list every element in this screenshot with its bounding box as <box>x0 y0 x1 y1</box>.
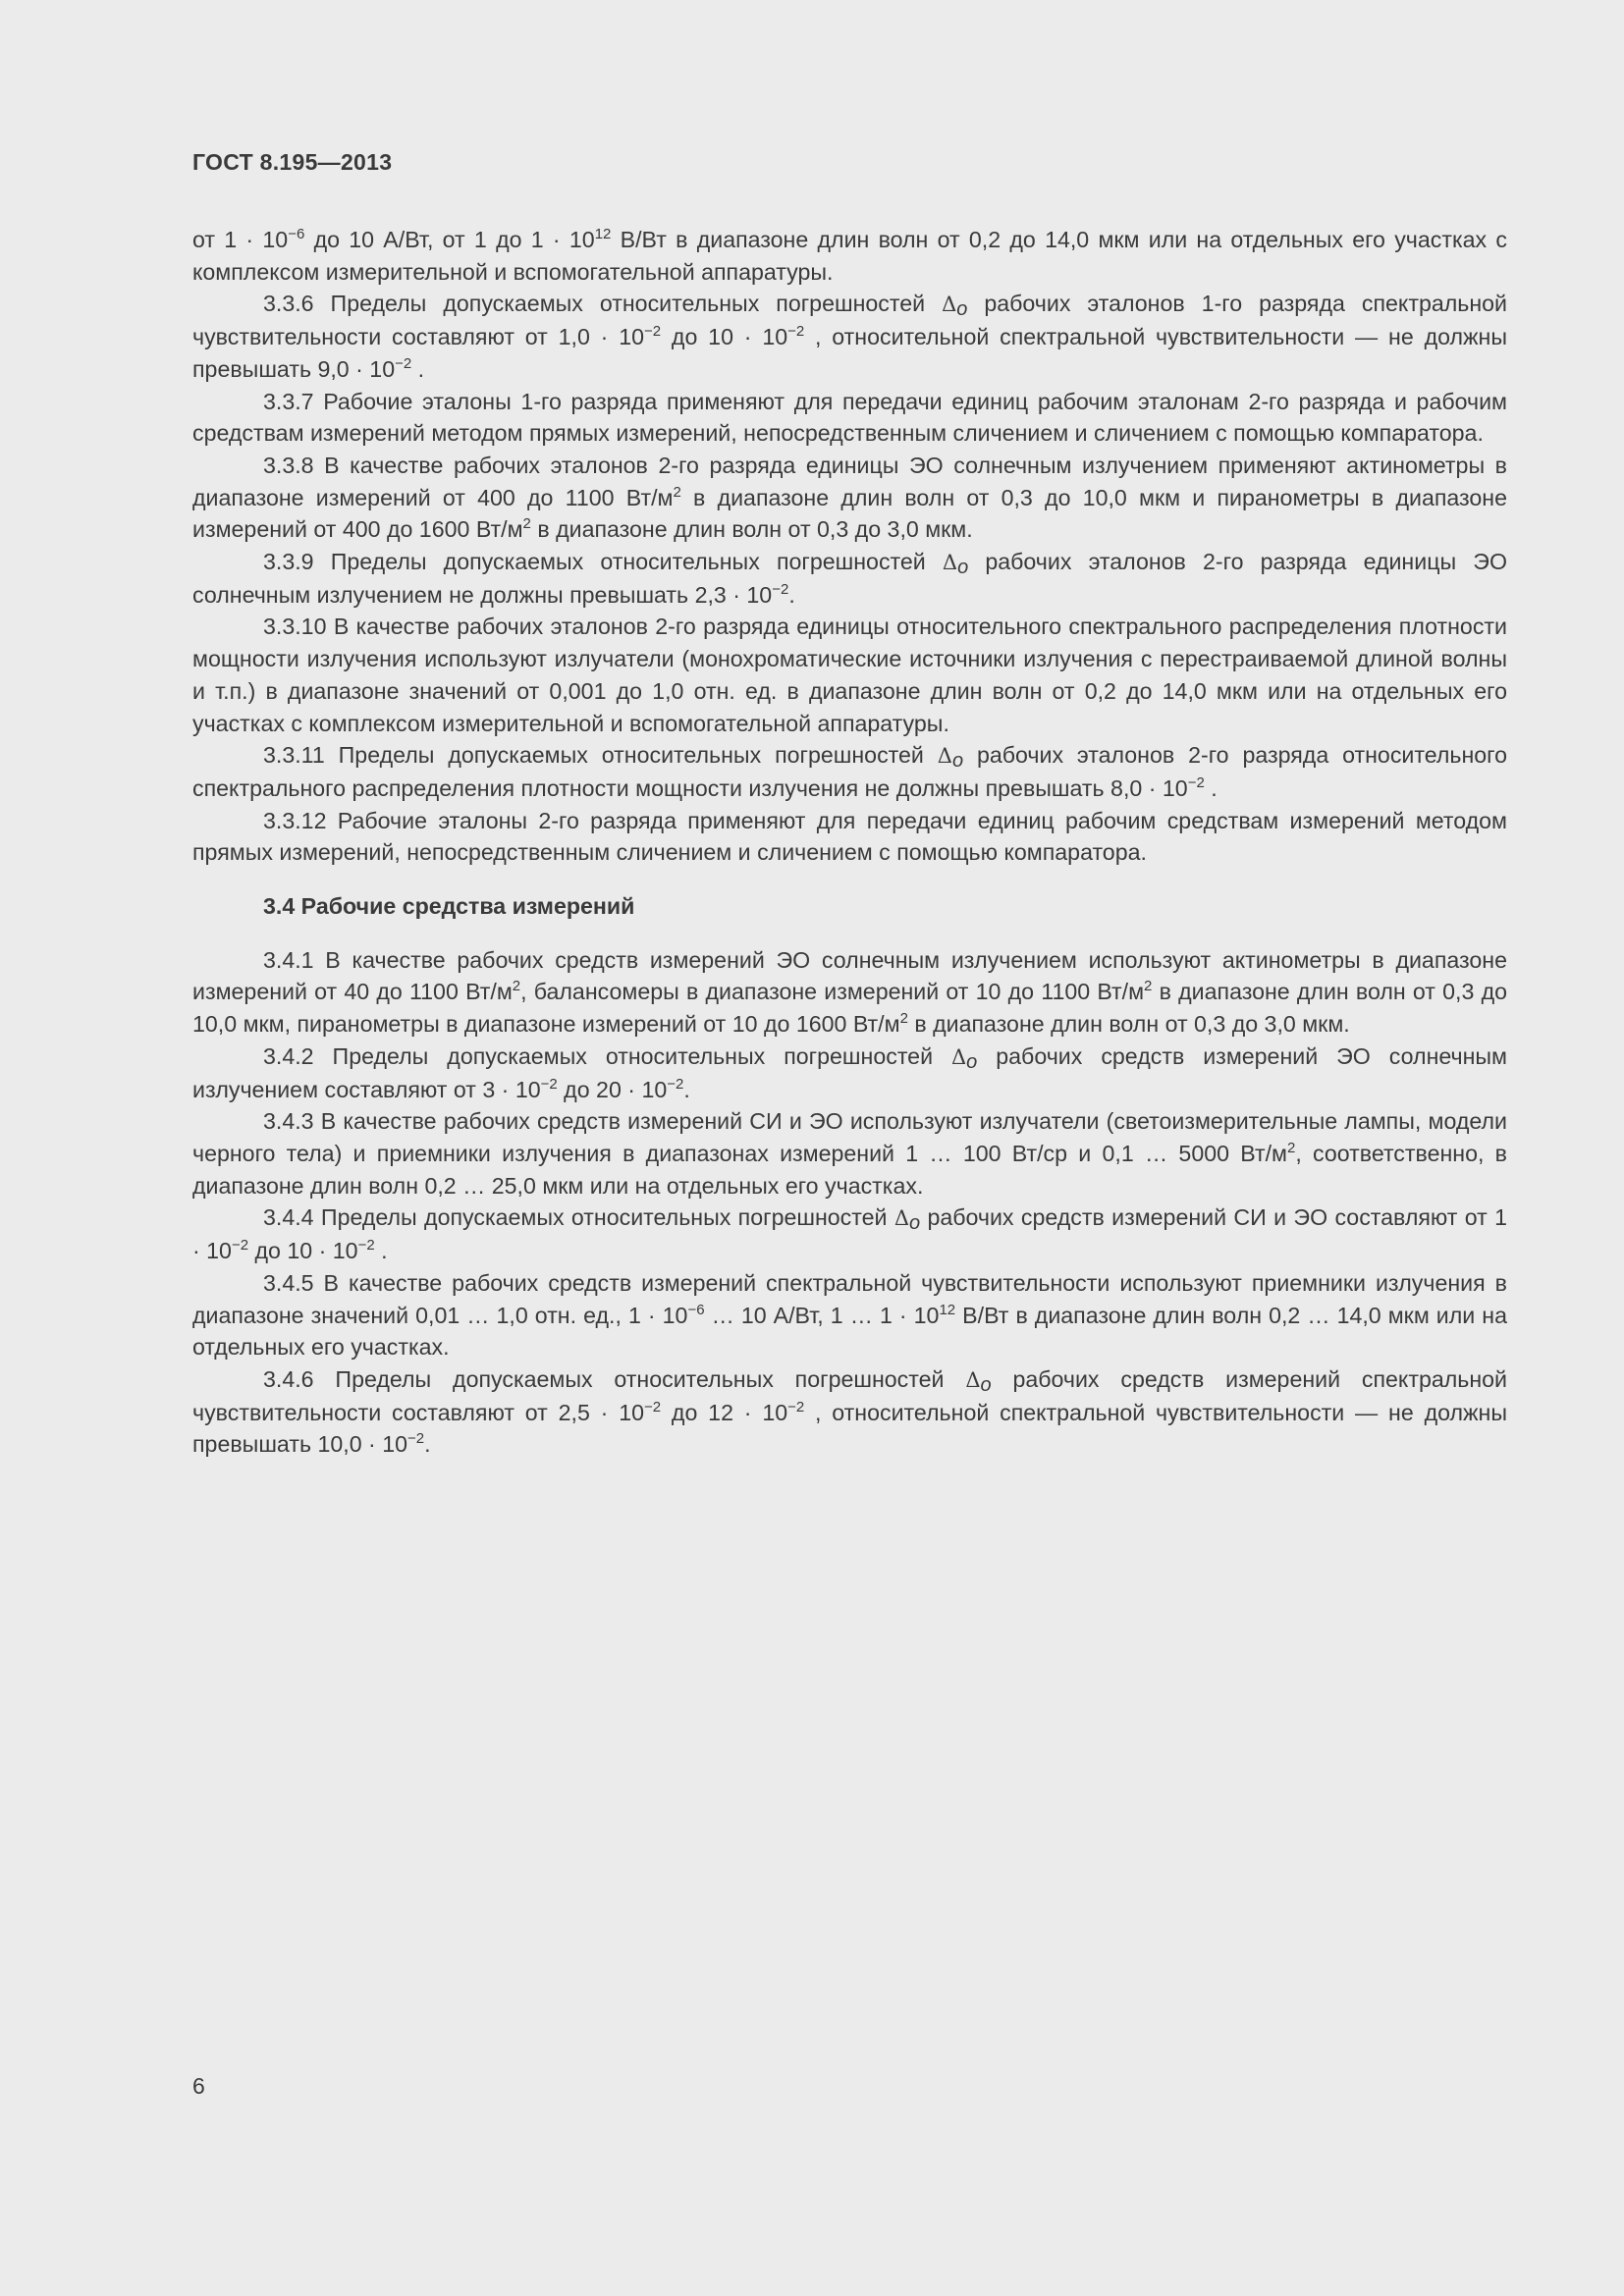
delta-symbol: $\Delta_o$ <box>937 744 964 773</box>
delta-symbol: $\Delta_o$ <box>951 1044 978 1073</box>
paragraph-3-4-2: 3.4.2 Пределы допускаемых относительных погрешностей $\Delta_o$ рабочих средств измерений ЭО солнечным излучением составляют от $3 \cdot 10^{-2}$ до $20 \cdot 10^{-2}$. <box>192 1042 1507 1102</box>
paragraph-3-3-10: 3.3.10 В качестве рабочих эталонов 2-го разряда единицы относительного спектрального распределения плотности мощности излучения используют излучатели (монохроматические источники излучения с перестраиваемой длиной волны и т.п.) в диапазоне значений от 0,001 до 1,0 отн. ед. в диапазоне длин волн от 0,2 до 14,0 мкм или на отдельных его участках с комплексом измерительной и вспомогательной аппаратуры. <box>192 614 1507 736</box>
paragraph-3-3-9: 3.3.9 Пределы допускаемых относительных погрешностей $\Delta_o$ рабочих эталонов 2-го разряда единицы ЭО солнечным излучением не должны превышать $2,3 \cdot 10^{-2}$. <box>192 549 1507 608</box>
document-header: ГОСТ 8.195—2013 <box>192 149 393 175</box>
paragraph-3-3-11: 3.3.11 Пределы допускаемых относительных погрешностей $\Delta_o$ рабочих эталонов 2-го разряда относительного спектрального распределения плотности мощности излучения не должны превышать $8,0 \cdot 10^{-2}$ . <box>192 742 1508 801</box>
paragraph-3-4-4: 3.4.4 Пределы допускаемых относительных погрешностей $\Delta_o$ рабочих средств измерений СИ и ЭО составляют от $1 \cdot 10^{-2}$ до $10 \cdot 10^{-2}$ . <box>192 1204 1507 1264</box>
paragraph-3-3-8: 3.3.8 В качестве рабочих эталонов 2-го разряда единицы ЭО солнечным излучением применяют актинометры в диапазоне измерений от 400 до 1100 $Вт/м^2$ в диапазоне длин волн от 0,3 до 10,0 мкм и пиранометры в диапазоне измерений от 400 до 1600 $Вт/м^2$ в диапазоне длин волн от 0,3 до 3,0 мкм. <box>192 452 1507 543</box>
paragraph-3-4-3: 3.4.3 В качестве рабочих средств измерений СИ и ЭО используют излучатели (светоизмерительные лампы, модели черного тела) и приемники излучения в диапазонах измерений 1 … 100 Вт/ср и 0,1 … 5000 $Вт/м^2$, соответственно, в диапазоне длин волн 0,2 … 25,0 мкм или на отдельных его участках. <box>192 1108 1507 1199</box>
paragraph-3-3-7: 3.3.7 Рабочие эталоны 1-го разряда применяют для передачи единиц рабочим эталонам 2-го разряда и рабочим средствам измерений методом прямых измерений, непосредственным сличением и сличением с помощью компаратора. <box>192 388 1507 447</box>
section-heading: 3.4 Рабочие средства измерений <box>263 893 635 920</box>
delta-symbol: $\Delta_o$ <box>942 551 969 579</box>
paragraph-continuation: от $1 \cdot 10^{-6}$ до 10 А/Вт, от 1 до $1 \cdot 10^{12}$ В/Вт в диапазоне длин волн от 0,2 до 14,0 мкм или на отдельных его участках с комплексом измерительной и вспомогательной аппаратуры. <box>192 226 1507 285</box>
page-number: 6 <box>192 2073 205 2099</box>
paragraph-3-4-6: 3.4.6 Пределы допускаемых относительных погрешностей $\Delta_o$ рабочих средств измерений спектральной чувствительности составляют от $2,5 \cdot 10^{-2}$ до $12 \cdot 10^{-2}$ , относительной спектральной чувствительности — не должны превышать $10,0 \cdot 10^{-2}$. <box>192 1365 1508 1458</box>
paragraph-3-3-6: 3.3.6 Пределы допускаемых относительных погрешностей $\Delta_o$ рабочих эталонов 1-го разряда спектральной чувствительности составляют от $1,0 \cdot 10^{-2}$ до $10 \cdot 10^{-2}$ , относительной спектральной чувствительности — не должны превышать $9,0 \cdot 10^{-2}$ . <box>192 291 1507 382</box>
document-body <box>192 224 1507 1461</box>
delta-symbol: $\Delta_o$ <box>965 1367 992 1396</box>
delta-symbol: $\Delta_o$ <box>893 1206 921 1235</box>
paragraph-3-4-5: 3.4.5 В качестве рабочих средств измерений спектральной чувствительности используют приемники излучения в диапазоне значений 0,01 … 1,0 отн. ед., $1 \cdot 10^{-6}$ … 10 А/Вт, 1 … $1 \cdot 10^{12}$ В/Вт в диапазоне длин волн 0,2 … 14,0 мкм или на отдельных его участках. <box>192 1269 1507 1361</box>
paragraph-3-3-12: 3.3.12 Рабочие эталоны 2-го разряда применяют для передачи единиц рабочим средствам измерений методом прямых измерений, непосредственным сличением и сличением с помощью компаратора. <box>192 807 1507 866</box>
delta-symbol: $\Delta_o$ <box>942 293 968 321</box>
paragraph-3-4-1: 3.4.1 В качестве рабочих средств измерений ЭО солнечным излучением используют актинометры в диапазоне измерений от 40 до 1100 $Вт/м^2$, балансомеры в диапазоне измерений от 10 до 1100 $Вт/м^2$ в диапазоне длин волн от 0,3 до 10,0 мкм, пиранометры в диапазоне измерений от 10 до 1600 $Вт/м^2$ в диапазоне длин волн от 0,3 до 3,0 мкм. <box>192 946 1507 1038</box>
